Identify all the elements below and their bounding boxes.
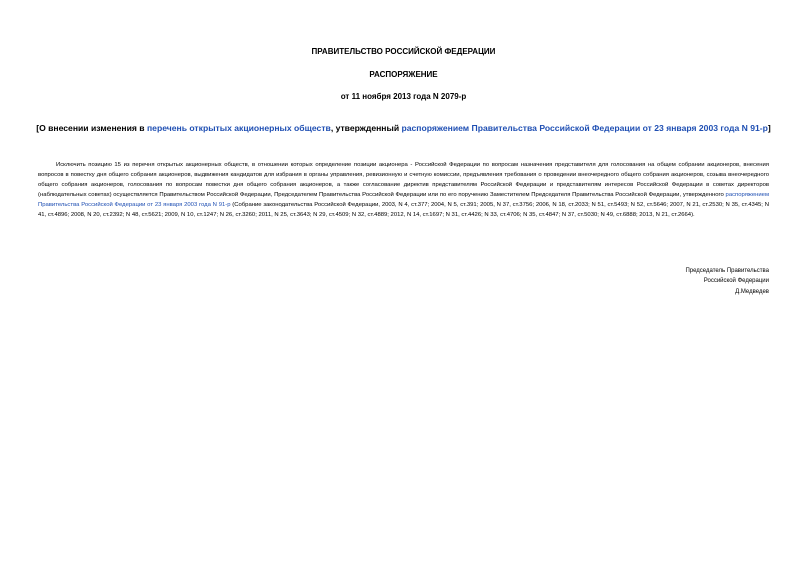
title-text-2: , утвержденный bbox=[330, 123, 402, 133]
signature-position: Председатель Правительства bbox=[685, 268, 769, 274]
title-link-list[interactable]: перечень открытых акционерных обществ bbox=[146, 123, 331, 133]
signature-block bbox=[685, 266, 769, 297]
date-number-heading: от 11 ноября 2013 года N 2079-р bbox=[340, 92, 467, 101]
body-text-2: (Собрание законодательства Российской Федерации, 2003, N 4, ст.377; 2004, N 5, ст.391; 2005, N 37, ст.3756; 2006, N 18, ст.2033; N 51, ст.5493; N 52, ст.5646; 2007, N 21, ст.2530; N 35, ст.4345; N 41, ст.4896; 2008, N 20, ст.2392; N 48, ст.5621; 2009, N 10, ст.1247; N 26, ст.3260; 2011, N 25, ст.3643; N 29, ст.4509; N 32, ст.4889; 2012, N 14, ст.1697; N 31, ст.4426; N 33, ст.4706; N 35, ст.4847; N 37, ст.5030; N 49, ст.6888; 2013, N 21, ст.2664). bbox=[38, 201, 769, 218]
signature-country: Российской Федерации bbox=[703, 278, 769, 285]
title-link-decree[interactable]: распоряжением Правительства Российской Федерации от 23 января 2003 года N 91-р bbox=[401, 123, 768, 133]
document-type-heading: РАСПОРЯЖЕНИЕ bbox=[369, 70, 438, 79]
title-text-3: ] bbox=[767, 123, 771, 133]
body-paragraph bbox=[38, 161, 769, 220]
document-title bbox=[36, 122, 771, 134]
government-heading: ПРАВИТЕЛЬСТВО РОССИЙСКОЙ ФЕДЕРАЦИИ bbox=[311, 47, 496, 56]
body-text-1: Исключить позицию 15 из перечня открытых акционерных обществ, в отношении которых определение позиции акционера - Российской Федерации по вопросам назначения представителя для голосования на общем собрании акционеров, внесения вопросов в повестку дня общего собрания акционеров, выдвижения кандидатов для избрания в органы управления, ревизионную и счетную комиссии, предъявления требования о проведении внеочередного общего собрания акционеров, созыва внеочередного общего собрания акционеров, голосования по вопросам повестки дня общего собрания акционеров, а также согласование директив представителям Российской Федерации и представителям интересов Российской Федерации в советах директоров (наблюдательных советах) осуществляется Правительством Российской Федерации, Председателем Правительства Российской Федерации или по его поручению Заместителем Председателя Правительства Российской Федерации, утвержденного bbox=[38, 162, 769, 198]
signature-name: Д.Медведев bbox=[735, 288, 769, 295]
title-text-1: [О внесении изменения в bbox=[36, 123, 147, 133]
body-link-decree[interactable]: распоряжением Правительства Российской Федерации от 23 января 2003 года N 91-р bbox=[38, 191, 769, 208]
